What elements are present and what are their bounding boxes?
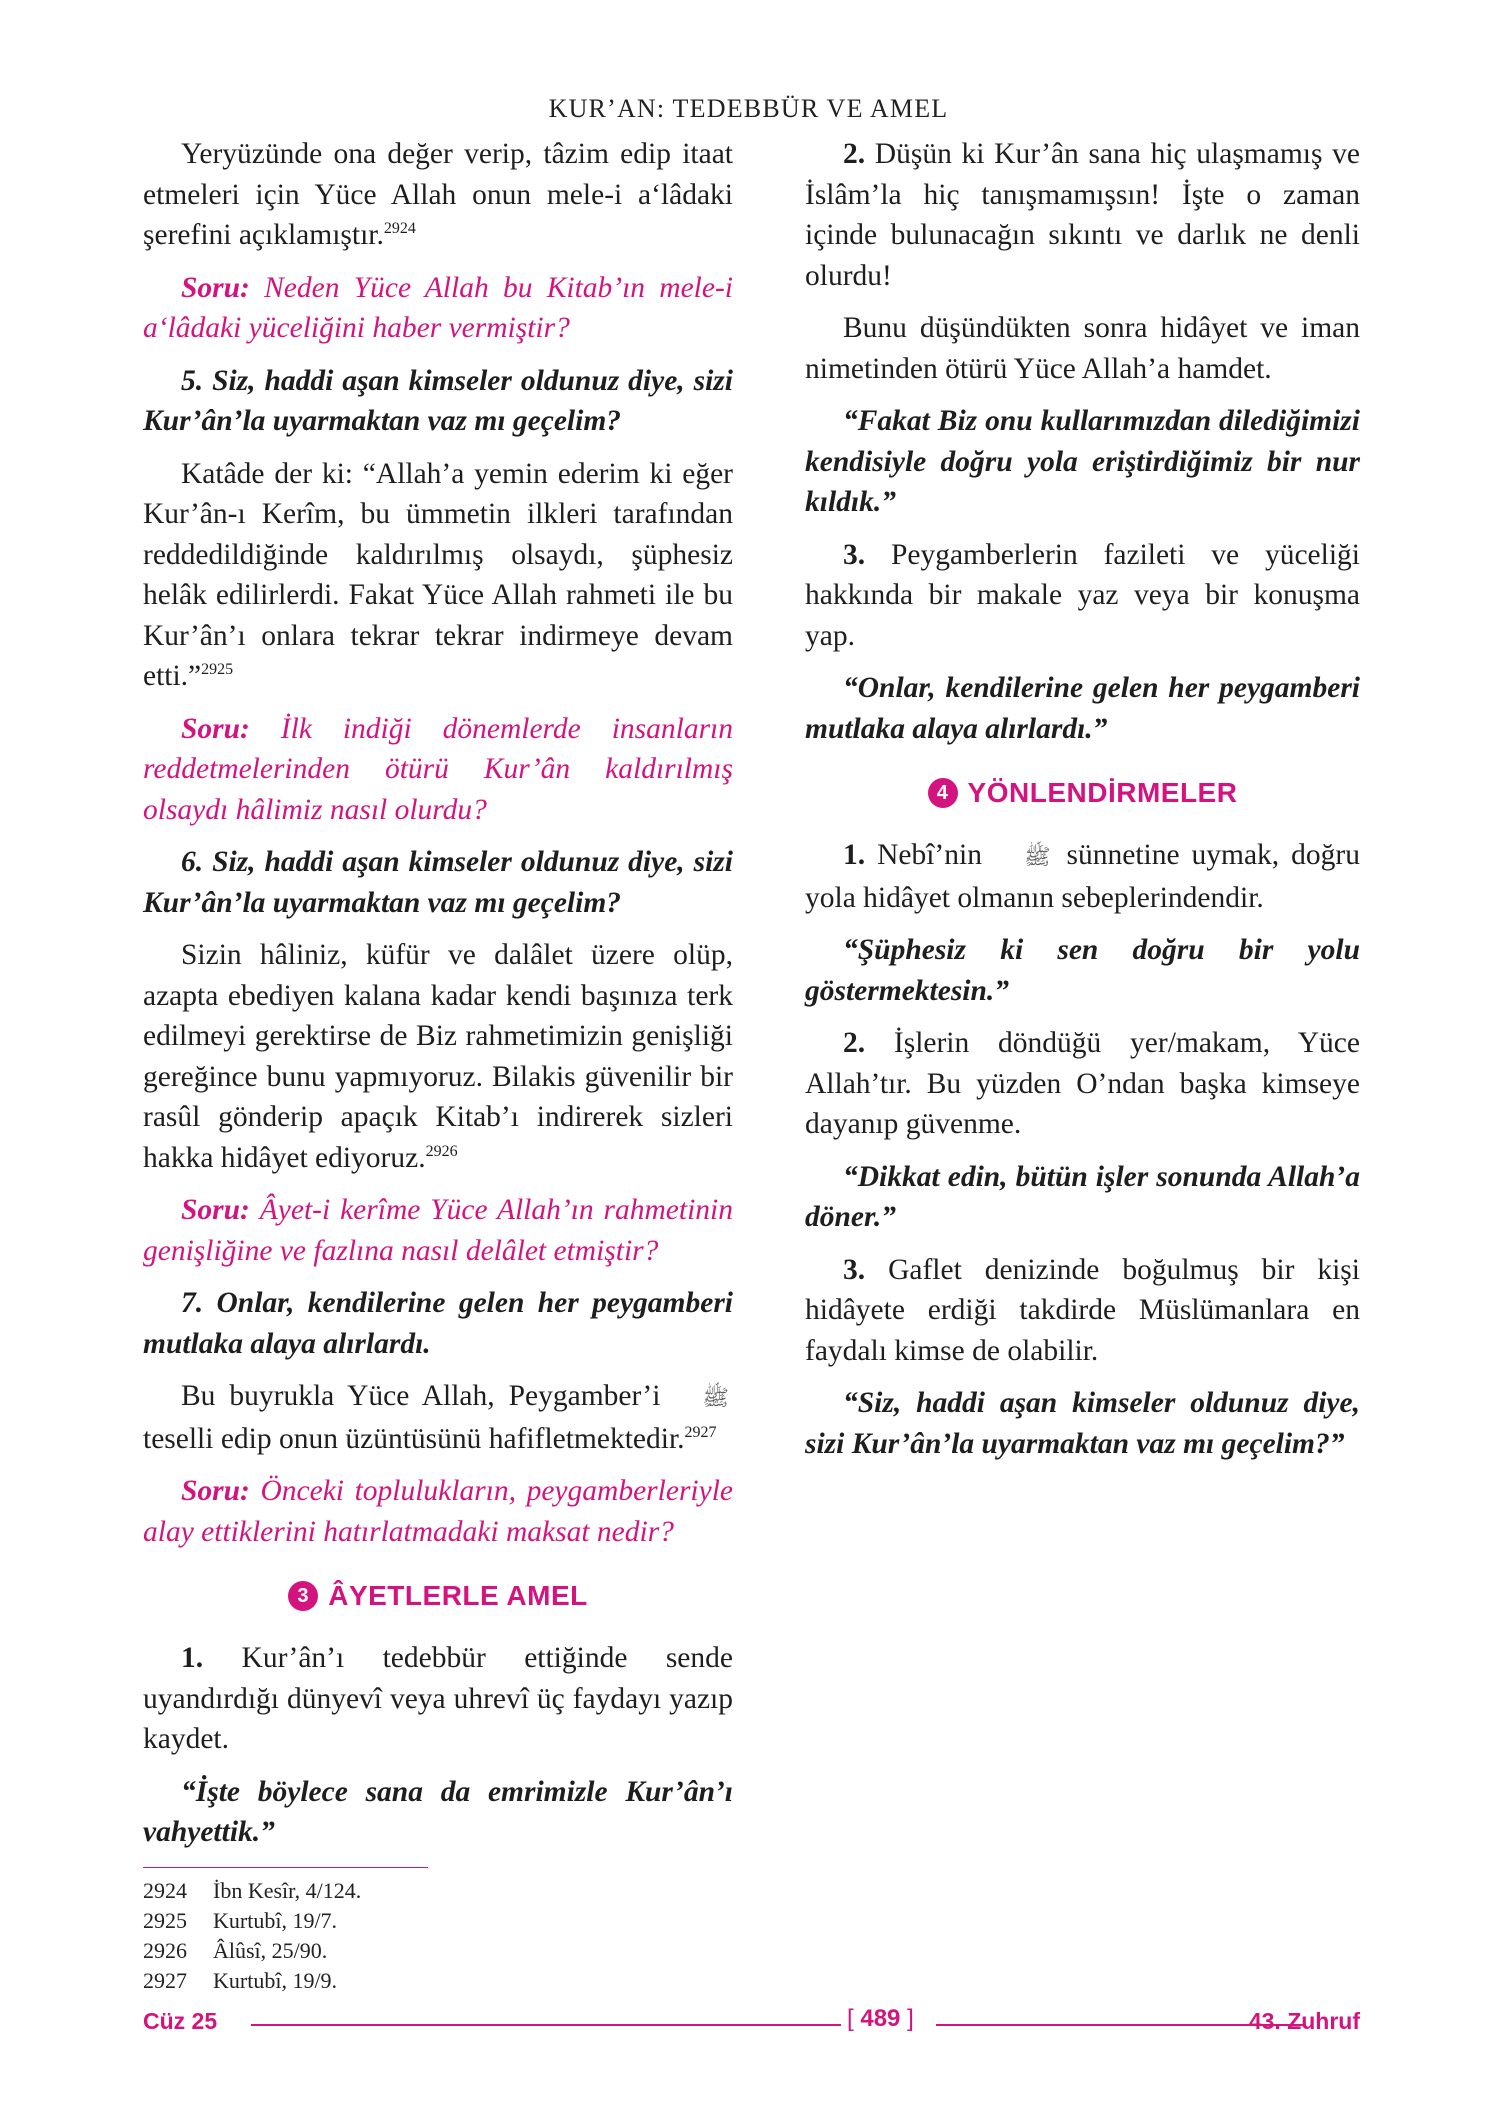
page-number [847,2005,914,2033]
paragraph [143,1376,733,1459]
section-title: YÖNLENDİRMELER [967,777,1238,808]
footnote-ref: 2925 [201,661,234,679]
section-number-badge: 4 [928,778,958,808]
paragraph-text: Düşün ki Kur’ân sana hiç ulaşmamış ve İslâm’la hiç tanışmamışsın! İşte o zaman içinde bulunacağın sıkıntı ve darlık ne denli olurdu! [805,138,1360,292]
paragraph-text: İşlerin döndüğü yer/makam, Yüce Allah’tır. Bu yüzden O’ndan başka kimseye dayanıp güvenme. [805,1027,1360,1140]
footnote [143,1936,361,1966]
paragraph [143,935,733,1178]
footnote [143,1966,361,1996]
item-number: 3. [843,538,866,571]
paragraph [143,1638,733,1760]
verse: “Şüphesiz ki sen doğru bir yolu göstermektesin.” [805,934,1360,1007]
surah-label: 43. Zuhruf [1248,2008,1360,2034]
salawat-icon: ﷺ [702,1385,729,1410]
verse: “Onlar, kendilerine gelen her peygamberi mutlaka alaya alırlardı.” [805,672,1360,745]
paragraph [143,454,733,697]
verse-number: 5. [181,364,204,397]
question [143,268,733,349]
question [143,1471,733,1552]
footnote-text: İbn Kesîr, 4/124. [213,1878,362,1903]
paragraph-text: Yeryüzünde ona değer verip, tâzim edip itaat etmeleri için Yüce Allah onun mele-i a‘lâdaki şerefini açıklamıştır. [143,138,733,251]
item-number: 2. [843,138,866,170]
question-text: Âyet-i kerîme Yüce Allah’ın rahmetinin genişliğine ve fazlına nasıl delâlet etmiştir? [143,1194,733,1267]
paragraph-text: teselli edip onun üzüntüsünü hafifletmektedir. [143,1422,685,1455]
item-number: 3. [843,1253,866,1286]
paragraph [805,835,1360,918]
footnote-text: Kurtubî, 19/7. [213,1908,338,1933]
question-label: Soru: [181,1194,250,1226]
section-heading [805,777,1360,809]
paragraph-text: Kur’ân’ı tedebbür ettiğinde sende uyandırdığı dünyevî veya uhrevî üç faydayı yazıp kaydet. [143,1642,733,1755]
page-bracket: ] [907,2005,914,2032]
paragraph-text: Sizin hâliniz, küfür ve dalâlet üzere olüp, azapta ebediyen kalana kadar kendi başınıza terk edilmeyi gerektirse de Biz rahmetimizin genişliği gereğince bunu yapmıyoruz. Bilakis güvenilir bir rasûl gönderip apaçık Kitab’ı indirerek sizleri hakka hidâyet ediyoruz. [143,939,733,1174]
verse: “İşte böylece sana da emrimizle Kur’ân’ı vahyettik.” [143,1775,733,1848]
paragraph-text: Nebî’nin [865,839,982,871]
footnote-number: 2925 [143,1908,187,1933]
paragraph [805,134,1360,296]
question-text: Önceki toplulukların, peygamberleriyle alay ettiklerini hatırlatmadaki maksat nedir? [143,1475,733,1548]
page-bracket: [ [847,2005,854,2032]
running-header: KUR’AN: TEDEBBÜR VE AMEL [548,94,949,123]
paragraph [805,1250,1360,1372]
left-column [143,134,733,1865]
paragraph-text: Katâde der ki: “Allah’a yemin ederim ki eğer Kur’ân-ı Kerîm, bu ümmetin ilkleri tarafından reddedildiğinde kaldırılmış olsaydı, şüphesiz helâk edilirlerdi. Fakat Yüce Allah rahmeti ile bu Kur’ân’ı onlara tekrar tekrar indirmeye devam etti.” [143,457,733,692]
paragraph [805,535,1360,657]
verse-text: Siz, haddi aşan kimseler oldunuz diye, sizi Kur’ân’la uyarmaktan vaz mı geçelim? [143,846,733,919]
question-label: Soru: [181,712,250,745]
verse-number: 6. [181,846,204,878]
question [143,709,733,831]
verse: “Fakat Biz onu kullarımızdan dilediğimizi kendisiyle doğru yola eriştirdiğimiz bir nur kıldık.” [805,405,1360,518]
footnote-number: 2927 [143,1968,187,1993]
footnote-text: Âlûsî, 25/90. [213,1938,328,1963]
item-number: 2. [843,1027,866,1059]
item-number: 1. [843,839,866,871]
verse: “Dikkat edin, bütün işler sonunda Allah’a döner.” [805,1160,1360,1233]
section-title: ÂYETLERLE AMEL [328,1580,588,1611]
footnotes [143,1876,361,1996]
section-heading [143,1580,733,1612]
footnote-ref: 2924 [383,220,416,238]
juz-label: Cüz 25 [143,2008,218,2034]
verse [143,842,733,923]
verse-number: 7. [181,1287,204,1319]
verse-text: Onlar, kendilerine gelen her peygamberi mutlaka alaya alırlardı. [143,1287,733,1360]
salawat-icon: ﷺ [1023,844,1051,869]
section-number-badge: 3 [288,1581,318,1611]
footnote-text: Kurtubî, 19/9. [213,1968,338,1993]
paragraph-text: Gaflet denizinde boğulmuş bir kişi hidâyete erdiği takdirde Müslümanlara en faydalı kimse de olabilir. [805,1253,1360,1367]
question-text: Neden Yüce Allah bu Kitab’ın mele-i a‘lâdaki yüceliğini haber vermiştir? [143,271,733,344]
verse [143,1283,733,1364]
footnote [143,1876,361,1906]
question-text: İlk indiği dönemlerde insanların reddetmelerinden ötürü Kur’ân kaldırılmış olsaydı hâlimiz nasıl olurdu? [143,712,733,826]
footnote-number: 2926 [143,1938,187,1963]
footnote-divider [143,1867,428,1868]
paragraph-text: sünnetine uymak, doğru yola hidâyet olmanın sebeplerindendir. [805,839,1360,914]
verse [143,361,733,442]
page-number-value: 489 [860,2005,901,2032]
paragraph-text: Bu buyrukla Yüce Allah, Peygamber’i [181,1380,661,1412]
item-number: 1. [181,1642,204,1674]
verse: “Siz, haddi aşan kimseler oldunuz diye, sizi Kur’ân’la uyarmaktan vaz mı geçelim?” [805,1387,1360,1460]
footnote [143,1906,361,1936]
footnote-ref: 2927 [684,1423,717,1441]
footer-rule [251,2024,841,2026]
paragraph-text: Peygamberlerin fazileti ve yüceliği hakkında bir makale yaz veya bir konuşma yap. [805,538,1360,652]
paragraph [805,1023,1360,1145]
page-footer [143,2005,1360,2040]
verse-text: Siz, haddi aşan kimseler oldunuz diye, sizi Kur’ân’la uyarmaktan vaz mı geçelim? [143,364,733,437]
question-label: Soru: [181,271,250,304]
footnote-ref: 2926 [425,1142,458,1160]
question-label: Soru: [181,1475,250,1507]
question [143,1190,733,1271]
right-column [805,134,1360,1476]
paragraph [143,134,733,256]
paragraph: Bunu düşündükten sonra hidâyet ve iman nimetinden ötürü Yüce Allah’a hamdet. [805,312,1360,385]
footnote-number: 2924 [143,1878,187,1903]
